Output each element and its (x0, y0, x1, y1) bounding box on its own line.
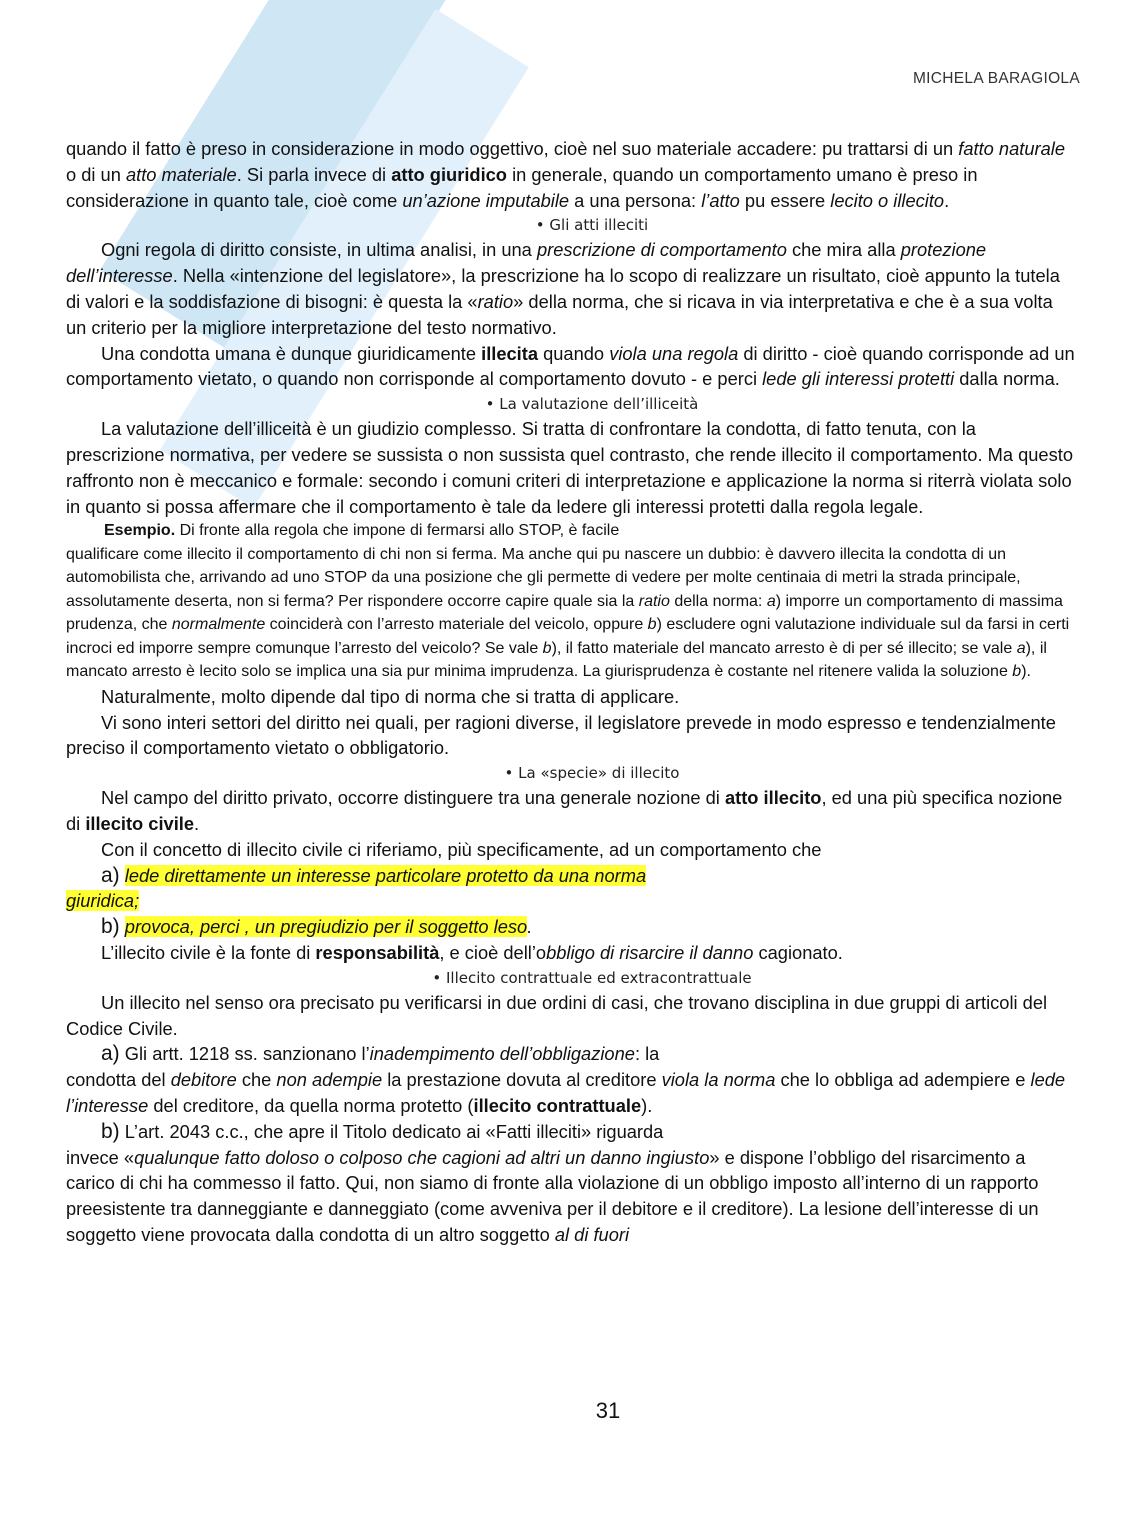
text: che (236, 1069, 277, 1091)
paragraph: La valutazione dell’illiceità è un giudizio complesso. Si tratta di confrontare la condotta, di fatto tenuta, con la prescrizione normativa, per vedere se sussista o non sussista quel contrasto, che rende illecito il comportamento. Ma questo raffronto non è meccanico e formale: secondo i comuni criteri di interpretazione e applicazione la norma si riterrà violata solo in quanto si possa affermare che il comportamento è tale da ledere gli interessi protetti dalla regola legale. (66, 418, 1073, 517)
text: . Nella «intenzione del legislatore», la prescrizione ha lo scopo di realizzare un risultato, cioè appunto la tutela di valori e la soddisfazione di bisogni: è questa la « (66, 265, 1060, 312)
text: ) escludere ogni valutazione individuale sul da farsi in certi incroci ed imporre sempre comunque l’arresto del veicolo? Se vale (66, 616, 1070, 657)
case-b-first-line (66, 1119, 1078, 1145)
italic-text: lecito o illecito (830, 189, 945, 211)
text: la prestazione dovuta al creditore (382, 1069, 662, 1091)
text: » della norma, che si ricava in via interpretativa e che è a sua volta un criterio per la migliore interpretazione del testo normativo. (66, 290, 1053, 338)
italic-text: fatto naturale (958, 138, 1065, 159)
text: invece « (66, 1146, 135, 1168)
text: condotta del (66, 1069, 171, 1091)
list-marker: b) (101, 915, 120, 939)
highlighted-text: lede direttamente un interesse particolare protetto da una norma (124, 864, 647, 886)
italic-text: bbligo di risarcire il danno (546, 942, 754, 964)
highlighted-text: provoca, perci , un pregiudizio per il soggetto leso (124, 916, 528, 938)
example-paragraph (66, 543, 1078, 684)
text: . (944, 189, 950, 211)
italic-text: un’azione imputabile (402, 189, 570, 211)
paragraph (66, 785, 1078, 837)
italic-text: a (1016, 639, 1026, 657)
paragraph: Con il concetto di illecito civile ci riferiamo, più specificamente, ad un comportamento che (101, 838, 822, 860)
text: : la (634, 1043, 660, 1065)
italic-text: ratio (638, 592, 670, 610)
list-marker: a) (101, 1042, 120, 1066)
text: Gli artt. 1218 ss. sanzionano l’ (119, 1043, 370, 1065)
italic-text: l’atto (701, 189, 740, 211)
italic-text: viola una regola (609, 342, 739, 364)
text: ), il fatto materiale del mancato arresto è di per sé illecito; se vale (551, 639, 1017, 657)
text: Ogni regola di diritto consiste, in ultima analisi, in una (101, 239, 537, 261)
text: del creditore, da quella norma protetto ( (148, 1095, 474, 1117)
italic-text: viola la norma (661, 1069, 776, 1091)
text: che mira alla (786, 239, 901, 261)
text: » e dispone l’obbligo del risarcimento a carico di chi ha commesso il fatto. Qui, non siamo di fronte alla violazione di un obbligo imposto all’interno di un rapporto preesistente tra danneggiante e danneggiato (come avveniva per il debitore e il creditore). La lesione dell’interesse di un soggetto viene provocata dalla condotta di un altro soggetto (66, 1146, 1039, 1245)
text: quando il fatto è preso in considerazione in modo oggettivo, cioè nel suo materiale accadere: pu trattarsi di un (66, 138, 959, 159)
highlighted-text: giuridica (66, 890, 135, 912)
italic-text: prescrizione di comportamento (536, 239, 787, 261)
bold-text: atto giuridico (391, 163, 507, 185)
italic-text: . (527, 916, 533, 938)
text: L’art. 2043 c.c., che apre il Titolo dedicato ai «Fatti illeciti» riguarda (119, 1120, 664, 1142)
section-heading: • La valutazione dell’illiceità (485, 395, 699, 414)
text: cagionato. (753, 942, 843, 964)
paragraph (66, 136, 1078, 213)
bold-text: illecita (481, 342, 539, 364)
example-label: Esempio. (104, 522, 176, 540)
text: a una persona: (569, 189, 702, 211)
case-a-paragraph (66, 1067, 1078, 1119)
text: qualificare come illecito il comportamento di chi non si ferma. Ma anche qui pu nascere un dubbio: è davvero illecita la condotta di un automobilista che, arrivando ad uno STOP da una posizione che gli permette di vedere per molte centinaia di metri la strada principale, assolutamente deserta, non si ferma? Per rispondere occorre capire quale sia la (66, 545, 1021, 610)
paragraph (66, 940, 1078, 966)
paragraph: Vi sono interi settori del diritto nei quali, per ragioni diverse, il legislatore prevede in modo espresso e tendenzialmente preciso il comportamento vietato o obbligatorio. (66, 711, 1056, 759)
italic-text: ratio (477, 290, 514, 312)
list-item-a (66, 863, 1078, 889)
list-item-a-continued (66, 888, 1078, 914)
text: coinciderà con l’arresto materiale del veicolo, oppure (265, 616, 648, 634)
example-first-line (66, 519, 1078, 543)
text: . Si parla invece di (236, 163, 392, 185)
bold-text: illecito civile (85, 813, 195, 835)
paragraph (66, 341, 1078, 393)
italic-text: non adempie (276, 1069, 383, 1091)
italic-text: b (647, 616, 657, 634)
highlighted-text: ; (134, 890, 140, 912)
text: ), il mancato arresto è lecito solo se implica una sia pur minima imprudenza. La giurisprudenza è costante nel ritenere valida la soluzione (66, 639, 1047, 681)
text: L’illecito civile è la fonte di (101, 942, 316, 964)
text: ). (1021, 663, 1031, 681)
text: che lo obbliga ad adempiere e (775, 1069, 1031, 1091)
page-number: 31 (595, 1398, 621, 1423)
italic-text: normalmente (171, 616, 266, 634)
page-header-author: MICHELA BARAGIOLA (912, 70, 1080, 87)
bold-text: responsabilità (315, 942, 440, 964)
text: dalla norma. (954, 368, 1060, 390)
text: , e cioè dell’o (439, 942, 547, 964)
text: di diritto - cioè quando corrisponde ad un comportamento vietato, o quando non corrisponde al comportamento dovuto - e perci (66, 342, 1075, 390)
text: pu essere (739, 189, 831, 211)
text: della norma: (669, 592, 767, 610)
italic-text: lede gli interessi protetti (762, 368, 955, 390)
italic-text: qualunque fatto doloso o colposo che cagioni ad altri un danno ingiusto (134, 1146, 710, 1168)
list-marker: b) (101, 1119, 120, 1143)
text: ). (641, 1095, 653, 1117)
bold-text: atto illecito (724, 787, 822, 809)
italic-text: debitore (170, 1069, 237, 1091)
paragraph: Un illecito nel senso ora precisato pu verificarsi in due ordini di casi, che trovano disciplina in due gruppi di articoli del Codice Civile. (66, 991, 1048, 1039)
text: ) imporre un comportamento di massima prudenza, che (66, 592, 1063, 634)
italic-text: a (766, 592, 776, 610)
italic-text: protezione dell’interesse (66, 239, 987, 287)
bold-text: illecito contrattuale (473, 1095, 642, 1117)
text: quando (538, 342, 610, 364)
list-marker: a) (101, 863, 120, 887)
section-heading: • Illecito contrattuale ed extracontrattuale (432, 968, 752, 987)
italic-text: inadempimento dell’obbligazione (369, 1043, 635, 1065)
paragraph: Naturalmente, molto dipende dal tipo di norma che si tratta di applicare. (101, 685, 680, 707)
text: Una condotta umana è dunque giuridicamente (101, 342, 482, 364)
list-item-b (66, 914, 1078, 940)
case-b-paragraph (66, 1145, 1078, 1248)
italic-text: atto materiale (125, 163, 237, 185)
text: . (194, 813, 200, 835)
italic-text: al di fuori (554, 1224, 630, 1245)
italic-text: b (1012, 663, 1022, 681)
section-heading: • Gli atti illeciti (535, 216, 649, 235)
italic-text: lede l’interesse (66, 1069, 1066, 1117)
section-heading: • La «specie» di illecito (504, 764, 680, 783)
document-body (66, 136, 1078, 1248)
text: , ed una più specifica nozione di (66, 787, 1063, 835)
case-a-first-line (66, 1041, 1078, 1067)
text: o di un (66, 163, 126, 185)
text: in generale, quando un comportamento umano è preso in considerazione in quanto tale, cioè come (66, 163, 978, 211)
text: Di fronte alla regola che impone di fermarsi allo STOP, è facile (175, 522, 620, 540)
paragraph (66, 237, 1078, 340)
italic-text: b (542, 639, 552, 657)
text: Nel campo del diritto privato, occorre distinguere tra una generale nozione di (101, 787, 725, 809)
